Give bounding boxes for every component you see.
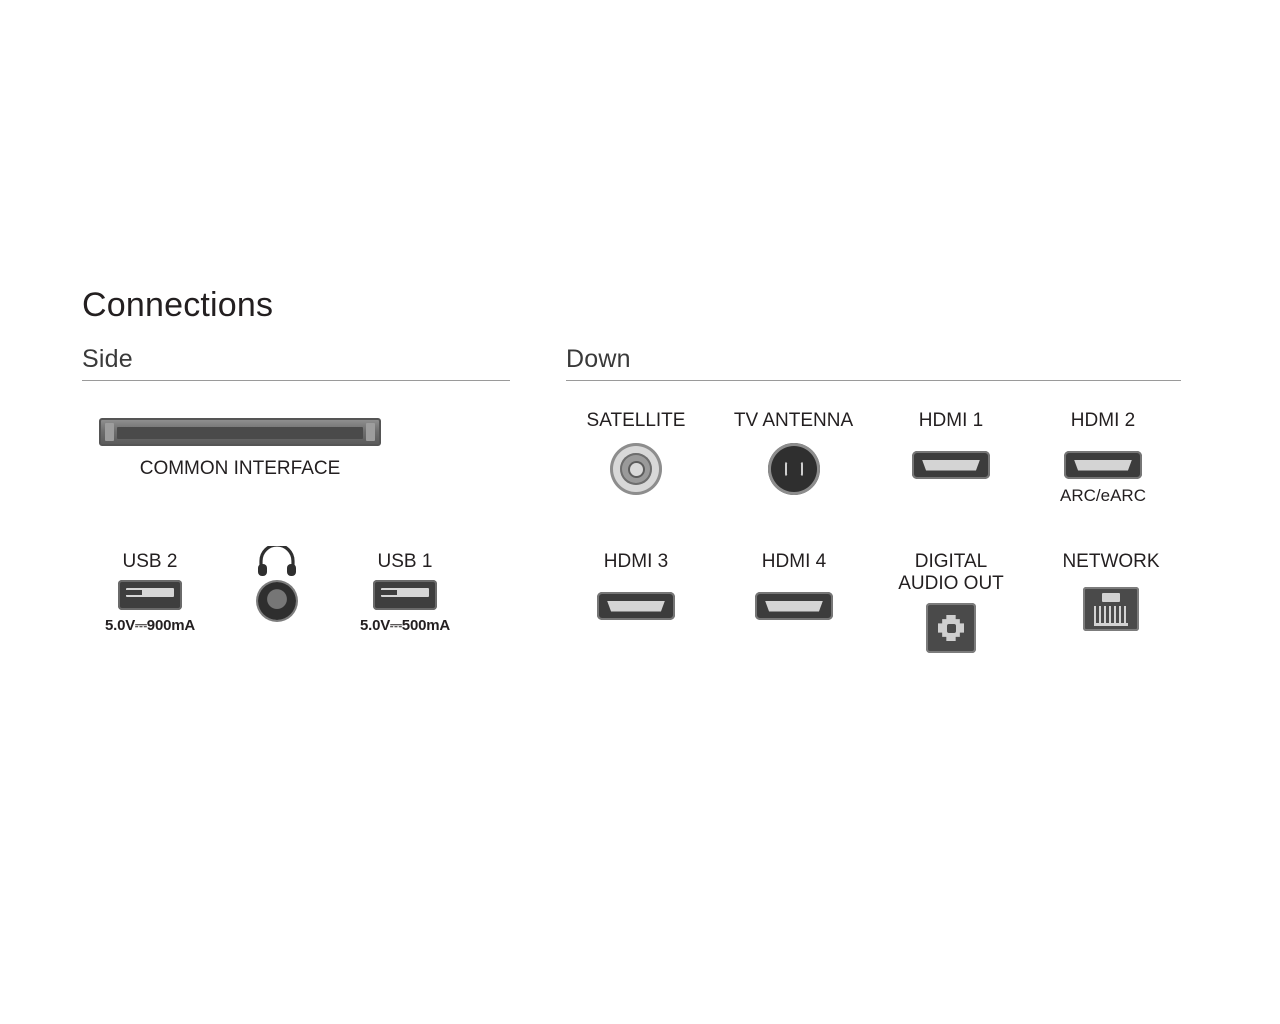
hdmi-port-icon	[597, 592, 675, 620]
hdmi-1-art	[884, 451, 1018, 479]
port-common-interface	[95, 418, 385, 480]
tv-antenna-label: TV ANTENNA	[733, 410, 854, 431]
tv-antenna-art	[716, 443, 871, 495]
hdmi-1-label: HDMI 1	[918, 410, 984, 431]
antenna-coax-icon	[768, 443, 820, 495]
ci-slot-icon	[99, 418, 381, 446]
usb-2-art	[90, 580, 210, 610]
usb-1-label: USB 1	[377, 551, 433, 572]
port-headphone	[238, 546, 316, 620]
hdmi-port-icon	[912, 451, 990, 479]
network-label: NETWORK	[1062, 551, 1160, 572]
section-side	[82, 345, 510, 381]
common-interface-art	[95, 418, 385, 446]
common-interface-label: COMMON INTERFACE	[139, 458, 341, 479]
hdmi-2-art	[1036, 451, 1170, 479]
ci-slot-right-end	[366, 423, 375, 441]
hdmi-port-icon	[1064, 451, 1142, 479]
port-tv-antenna	[716, 410, 871, 495]
network-art	[1038, 587, 1184, 631]
usb-port-icon	[373, 580, 437, 610]
optical-toslink-icon	[926, 603, 976, 653]
port-hdmi-2	[1036, 410, 1170, 506]
usb-2-label: USB 2	[122, 551, 178, 572]
usb-port-icon	[118, 580, 182, 610]
port-hdmi-3	[568, 551, 704, 620]
headphone-icon	[238, 546, 316, 576]
port-hdmi-4	[726, 551, 862, 620]
audio-jack-icon	[258, 582, 296, 620]
rj45-ethernet-icon	[1083, 587, 1139, 631]
usb-2-spec: 5.0V⎓900mA	[104, 617, 196, 634]
port-usb-1	[345, 551, 465, 636]
hdmi-port-icon	[755, 592, 833, 620]
satellite-label: SATELLITE	[586, 410, 686, 431]
digital-audio-out-label-line1: DIGITAL	[914, 551, 988, 572]
headphone-jack-art	[238, 582, 316, 620]
section-down-divider	[566, 380, 1181, 381]
section-side-divider	[82, 380, 510, 381]
usb-1-spec: 5.0V⎓500mA	[359, 617, 451, 634]
usb-1-art	[345, 580, 465, 610]
section-down	[566, 345, 1181, 381]
digital-audio-out-art	[878, 603, 1024, 653]
hdmi-3-label: HDMI 3	[603, 551, 669, 572]
digital-audio-out-label-line2: AUDIO OUT	[898, 573, 1004, 594]
hdmi-4-art	[726, 592, 862, 620]
ci-slot-left-end	[105, 423, 114, 441]
section-down-title: Down	[566, 345, 631, 373]
satellite-art	[566, 443, 706, 495]
port-satellite	[566, 410, 706, 495]
page-title: Connections	[82, 286, 274, 324]
hdmi-2-label: HDMI 2	[1070, 410, 1136, 431]
hdmi-2-spec: ARC/eARC	[1060, 486, 1146, 505]
satellite-f-connector-icon	[610, 443, 662, 495]
port-digital-audio-out	[878, 551, 1024, 653]
section-side-title: Side	[82, 345, 133, 373]
hdmi-3-art	[568, 592, 704, 620]
port-usb-2	[90, 551, 210, 636]
port-hdmi-1	[884, 410, 1018, 479]
port-network	[1038, 551, 1184, 631]
hdmi-4-label: HDMI 4	[761, 551, 827, 572]
